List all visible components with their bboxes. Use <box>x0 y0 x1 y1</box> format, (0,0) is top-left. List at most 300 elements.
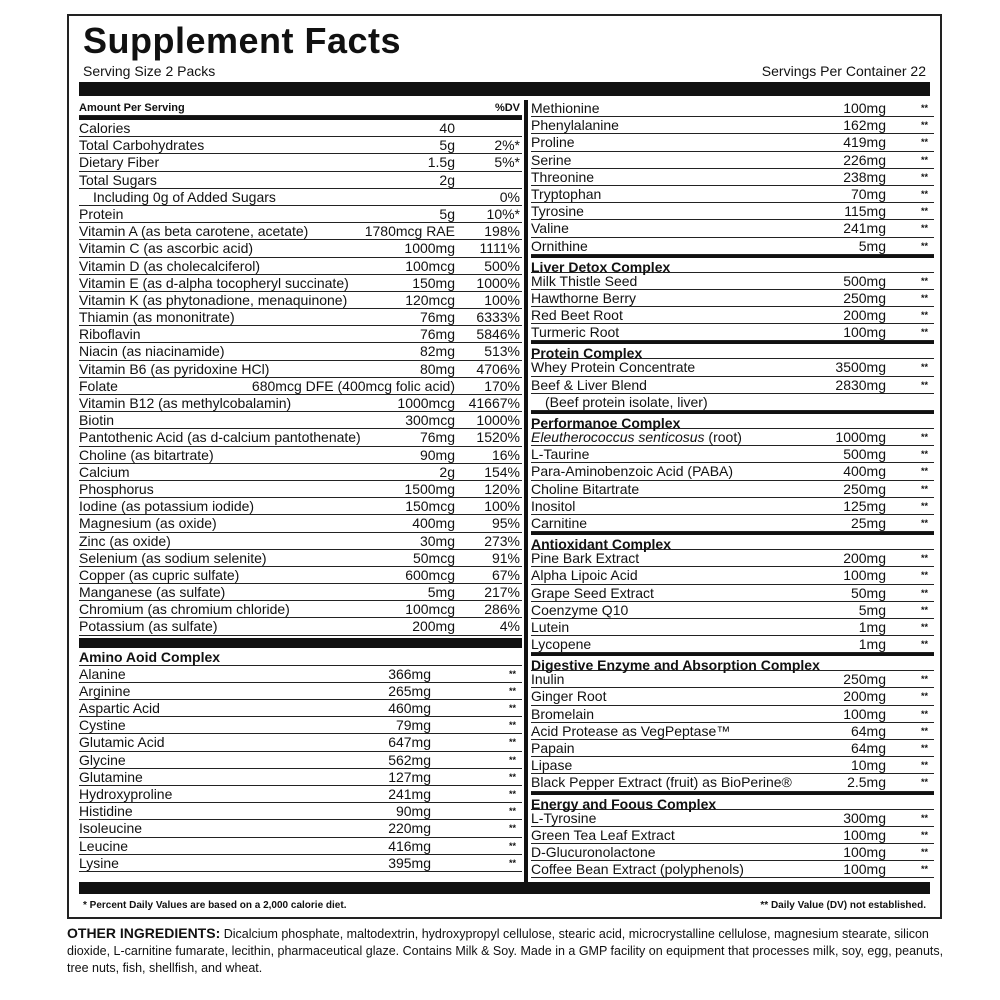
nutrient-name: Red Beet Root <box>531 307 623 324</box>
nutrient-dv: 154% <box>484 463 520 480</box>
nutrient-amount: 90mg <box>419 446 455 463</box>
nutrient-amount: 100mg <box>843 100 886 116</box>
nutrient-name: Coenzyme Q10 <box>531 601 629 618</box>
list-item <box>79 240 522 257</box>
list-item <box>531 220 934 237</box>
nutrient-dv: ** <box>920 171 928 182</box>
nutrient-dv: 41667% <box>468 395 520 411</box>
nutrient-dv: ** <box>920 777 928 788</box>
nutrient-amount: 250mg <box>843 480 886 497</box>
nutrient-amount: 200mg <box>843 307 886 324</box>
nutrient-dv: ** <box>920 310 928 321</box>
nutrient-name: Niacin (as niacinamide) <box>79 343 225 360</box>
nutrient-amount: 562mg <box>388 751 431 768</box>
nutrient-amount: 5g <box>439 205 455 222</box>
nutrient-name: Phosphorus <box>79 480 154 497</box>
list-item <box>531 169 934 186</box>
nutrient-name: Cystine <box>79 717 126 734</box>
list-item <box>531 152 934 169</box>
nutrient-dv: ** <box>920 103 928 113</box>
nutrient-dv: ** <box>920 691 928 702</box>
list-item <box>79 137 522 154</box>
list-item <box>531 706 934 723</box>
nutrient-dv: 198% <box>484 223 520 240</box>
nutrient-name: Calories <box>79 120 131 136</box>
nutrient-name: Inulin <box>531 671 565 688</box>
nutrient-dv: ** <box>920 483 928 494</box>
nutrient-dv: 170% <box>484 377 520 394</box>
nutrient-amount: 90mg <box>395 803 431 820</box>
nutrient-amount: 5mg <box>427 584 455 601</box>
amino-section-title: Amino Aoid Complex <box>79 648 522 666</box>
nutrient-amount: 241mg <box>843 220 886 237</box>
list-item <box>79 189 522 206</box>
nutrient-dv: ** <box>920 604 928 615</box>
nutrient-amount: 460mg <box>388 700 431 716</box>
nutrient-dv: 1111% <box>479 240 520 257</box>
nutrient-name <box>531 429 742 446</box>
nutrient-name: Zinc (as oxide) <box>79 532 171 549</box>
nutrient-dv: ** <box>920 553 928 564</box>
nutrient-name: Vitamin E (as d-alpha tocopheryl succinate) <box>79 274 349 291</box>
nutrient-amount: 200mg <box>843 688 886 705</box>
nutrient-dv: ** <box>920 725 928 736</box>
nutrient-amount: 76mg <box>419 326 455 343</box>
liver-detox-title: Liver Detox Complex <box>531 255 934 273</box>
nutrient-dv: ** <box>920 846 928 857</box>
list-item <box>79 309 522 326</box>
nutrient-dv: 1520% <box>476 429 520 446</box>
nutrient-amount: 100mcg <box>405 257 455 274</box>
nutrient-name: Dietary Fiber <box>79 154 160 171</box>
left-column <box>79 100 522 872</box>
nutrient-name: Glutamic Acid <box>79 734 165 751</box>
nutrient-amount: 395mg <box>388 854 431 871</box>
list-item <box>79 567 522 584</box>
latin-name: Eleutherococcus senticosus <box>531 429 705 445</box>
nutrient-dv: 217% <box>484 584 520 601</box>
nutrient-name: Serine <box>531 151 572 168</box>
nutrient-amount: 100mg <box>843 705 886 722</box>
nutrient-dv: 95% <box>491 515 520 532</box>
list-item <box>531 567 934 584</box>
list-item <box>531 324 934 341</box>
nutrient-name: Total Sugars <box>79 171 157 188</box>
nutrient-amount: 2830mg <box>835 376 886 393</box>
nutrient-name: Manganese (as sulfate) <box>79 584 226 601</box>
nutrient-name: Aspartic Acid <box>79 700 160 716</box>
list-item <box>79 803 522 820</box>
nutrient-amount: 50mg <box>850 584 886 601</box>
performance-complex-title: Performanoe Complex <box>531 411 934 429</box>
nutrient-amount: 1000mg <box>404 240 455 257</box>
nutrient-name: Arginine <box>79 682 131 699</box>
nutrient-amount: 250mg <box>843 671 886 688</box>
amount-per-serving-header <box>79 100 522 116</box>
list-item <box>531 844 934 861</box>
list-item <box>79 601 522 618</box>
nutrient-name: Carnitine <box>531 514 588 531</box>
nutrient-amount: 162mg <box>843 117 886 134</box>
nutrient-amount: 70mg <box>850 185 886 202</box>
nutrient-name: Leucine <box>79 837 129 854</box>
nutrient-name: Vitamin C (as ascorbic acid) <box>79 240 254 257</box>
list-item <box>79 700 522 717</box>
nutrient-dv: ** <box>920 517 928 528</box>
nutrient-name: Thiamin (as mononitrate) <box>79 309 235 326</box>
nutrient-amount: 80mg <box>419 360 455 377</box>
list-item <box>531 238 934 255</box>
nutrient-name: Magnesium (as oxide) <box>79 515 217 532</box>
nutrient-amount: 500mg <box>843 272 886 289</box>
list-item <box>79 292 522 309</box>
nutrient-amount: 366mg <box>388 665 431 682</box>
nutrient-name: Vitamin K (as phytonadione, menaquinone) <box>79 291 348 308</box>
nutrient-name: Histidine <box>79 803 133 820</box>
list-item <box>79 481 522 498</box>
nutrient-dv: ** <box>920 760 928 771</box>
nutrient-list <box>79 120 522 636</box>
nutrient-name: Protein <box>79 205 124 222</box>
nutrient-name: Chromium (as chromium chloride) <box>79 601 290 618</box>
nutrient-dv: ** <box>508 840 516 851</box>
nutrient-dv: ** <box>920 449 928 460</box>
nutrient-dv: 6333% <box>476 309 520 326</box>
list-item <box>79 533 522 550</box>
nutrient-name: Tryptophan <box>531 185 602 202</box>
list-item <box>79 734 522 751</box>
nutrient-name: Vitamin B6 (as pyridoxine HCl) <box>79 360 270 377</box>
list-item <box>531 429 934 446</box>
nutrient-dv: ** <box>920 743 928 753</box>
nutrient-amount: 600mcg <box>405 566 455 583</box>
nutrient-name: Methionine <box>531 100 600 116</box>
list-item <box>531 290 934 307</box>
nutrient-amount: 220mg <box>388 820 431 837</box>
nutrient-dv: ** <box>508 788 516 799</box>
nutrient-dv: 91% <box>491 549 520 566</box>
latin-name-part: (root) <box>704 429 742 445</box>
list-item <box>79 786 522 803</box>
list-item <box>531 585 934 602</box>
nutrient-name: Calcium <box>79 463 130 480</box>
list-item <box>531 100 934 117</box>
nutrient-amount: 3500mg <box>835 359 886 376</box>
nutrient-name: Inositol <box>531 497 576 514</box>
amino-divider <box>79 638 522 648</box>
nutrient-amount: 1000mg <box>835 429 886 445</box>
nutrient-amount: 241mg <box>388 785 431 802</box>
list-item <box>79 206 522 223</box>
list-item <box>79 343 522 360</box>
nutrient-amount: 100mg <box>843 826 886 843</box>
nutrient-name: Whey Protein Concentrate <box>531 359 696 376</box>
footnote-percent-dv: * Percent Daily Values are based on a 2,000 calorie diet. <box>83 900 347 911</box>
list-item <box>79 666 522 683</box>
nutrient-amount: 150mcg <box>405 498 455 515</box>
servings-per-container: Servings Per Container 22 <box>761 63 926 79</box>
list-item <box>531 359 934 376</box>
nutrient-name: Valine <box>531 220 569 237</box>
nutrient-amount: 5mg <box>858 237 886 254</box>
nutrient-dv: ** <box>508 754 516 765</box>
nutrient-name: Alpha Lipoic Acid <box>531 567 638 584</box>
nutrient-name: Vitamin B12 (as methylcobalamin) <box>79 395 292 411</box>
nutrient-amount: 226mg <box>843 151 886 168</box>
nutrient-name: L-Tyrosine <box>531 809 597 826</box>
dv-header-label: %DV <box>494 102 520 114</box>
nutrient-name: Lycopene <box>531 636 592 653</box>
amino-continued-list <box>531 100 934 255</box>
nutrient-dv: 10%* <box>486 205 520 222</box>
nutrient-amount: 100mg <box>843 324 886 341</box>
nutrient-amount: 647mg <box>388 734 431 751</box>
list-item <box>79 120 522 137</box>
nutrient-dv: ** <box>508 806 516 817</box>
list-item <box>79 838 522 855</box>
nutrient-amount: 238mg <box>843 168 886 185</box>
list-item <box>79 326 522 343</box>
list-item <box>79 464 522 481</box>
list-item <box>531 740 934 757</box>
nutrient-dv: ** <box>508 685 516 696</box>
nutrient-name: Vitamin A (as beta carotene, acetate) <box>79 223 309 240</box>
list-item <box>79 752 522 769</box>
nutrient-dv: ** <box>508 703 516 713</box>
nutrient-name: Iodine (as potassium iodide) <box>79 498 255 515</box>
nutrient-name: Lysine <box>79 854 119 871</box>
nutrient-dv: 100% <box>484 498 520 515</box>
nutrient-name: Lutein <box>531 618 570 635</box>
nutrient-dv: 1000% <box>476 274 520 291</box>
nutrient-dv: ** <box>920 292 928 303</box>
amount-header-label: Amount Per Serving <box>79 102 185 114</box>
list-item <box>79 683 522 700</box>
nutrient-amount: 30mg <box>419 532 455 549</box>
nutrient-amount: 64mg <box>850 740 886 756</box>
list-item <box>79 412 522 429</box>
nutrient-amount: 125mg <box>843 497 886 514</box>
nutrient-amount: 64mg <box>850 722 886 739</box>
list-item <box>79 515 522 532</box>
serving-size: Serving Size 2 Packs <box>83 63 216 79</box>
nutrient-amount: 680mcg DFE (400mcg folic acid) <box>251 377 455 394</box>
nutrient-dv: ** <box>920 137 928 148</box>
nutrient-dv: ** <box>920 570 928 581</box>
bottom-thick-divider <box>79 882 930 894</box>
list-item <box>531 723 934 740</box>
list-item <box>79 172 522 189</box>
nutrient-name: D-Glucuronolactone <box>531 843 656 860</box>
nutrient-name: Proline <box>531 134 575 151</box>
nutrient-name: Para-Aminobenzoic Acid (PABA) <box>531 463 734 480</box>
nutrient-name: Biotin <box>79 412 115 429</box>
list-item <box>531 117 934 134</box>
nutrient-dv: ** <box>920 154 928 165</box>
nutrient-name: Grape Seed Extract <box>531 584 654 601</box>
nutrient-name: Isoleucine <box>79 820 143 837</box>
nutrient-dv: 513% <box>484 343 520 360</box>
nutrient-amount: 50mcg <box>412 549 455 566</box>
nutrient-amount: 400mg <box>843 463 886 480</box>
list-item <box>531 602 934 619</box>
nutrient-name: Glutamine <box>79 768 143 785</box>
nutrient-name: Bromelain <box>531 705 595 722</box>
nutrient-name: Selenium (as sodium selenite) <box>79 549 267 566</box>
nutrient-amount: 400mg <box>412 515 455 532</box>
nutrient-name: Riboflavin <box>79 326 141 343</box>
nutrient-dv: ** <box>508 668 516 679</box>
nutrient-dv: 4% <box>499 618 520 635</box>
nutrient-dv: ** <box>920 275 928 286</box>
nutrient-name: Acid Protease as VegPeptase™ <box>531 722 731 739</box>
nutrient-amount: 79mg <box>395 717 431 734</box>
nutrient-dv: ** <box>920 639 928 650</box>
list-item <box>531 446 934 463</box>
list-item <box>531 463 934 480</box>
nutrient-name: Vitamin D (as cholecalciferol) <box>79 257 261 274</box>
nutrient-dv: 273% <box>484 532 520 549</box>
list-item <box>79 361 522 378</box>
nutrient-name: Pantothenic Acid (as d-calcium pantothenate) <box>79 429 361 446</box>
column-divider <box>524 100 528 894</box>
nutrient-name: Ginger Root <box>531 688 607 705</box>
nutrient-dv: ** <box>508 720 516 731</box>
list-item <box>79 395 522 412</box>
nutrient-amount: 100mcg <box>405 601 455 618</box>
nutrient-amount: 115mg <box>844 203 886 220</box>
list-item <box>531 810 934 827</box>
digestive-complex-title: Digestive Enzyme and Absorption Complex <box>531 653 934 671</box>
nutrient-name: Potassium (as sulfate) <box>79 618 218 635</box>
nutrient-name: Hawthorne Berry <box>531 289 637 306</box>
nutrient-amount: 100mg <box>843 567 886 584</box>
nutrient-dv: ** <box>920 223 928 234</box>
nutrient-amount: 127mg <box>388 768 431 785</box>
list-item <box>79 584 522 601</box>
protein-complex-title: Protein Complex <box>531 341 934 359</box>
nutrient-dv: 286% <box>484 601 520 618</box>
nutrient-dv: ** <box>920 362 928 373</box>
list-item <box>531 774 934 791</box>
nutrient-amount: 416mg <box>388 837 431 854</box>
nutrient-dv: 5846% <box>476 326 520 343</box>
nutrient-dv: ** <box>920 621 928 632</box>
nutrient-amount: 2.5mg <box>847 774 886 791</box>
nutrient-name: Phenylalanine <box>531 117 619 134</box>
nutrient-amount: 300mcg <box>405 412 455 429</box>
nutrient-name: Choline (as bitartrate) <box>79 446 214 463</box>
list-item <box>531 134 934 151</box>
nutrient-name: Ornithine <box>531 237 588 254</box>
nutrient-dv: 2%* <box>494 137 520 154</box>
list-item <box>531 515 934 532</box>
nutrient-amount: 300mg <box>843 809 886 826</box>
nutrient-dv: ** <box>920 812 928 823</box>
other-ingredients-label: OTHER INGREDIENTS: <box>67 925 221 941</box>
nutrient-name: Coffee Bean Extract (polyphenols) <box>531 861 744 878</box>
nutrient-dv: ** <box>920 120 928 131</box>
nutrient-name: Threonine <box>531 168 595 185</box>
supplement-facts-panel <box>67 14 942 919</box>
nutrient-amount: 265mg <box>388 682 431 699</box>
nutrient-name: Folate <box>79 377 118 394</box>
nutrient-name: Glycine <box>79 751 126 768</box>
nutrient-dv: ** <box>920 432 928 442</box>
nutrient-name: Papain <box>531 740 575 756</box>
list-item <box>531 550 934 567</box>
list-item <box>531 377 934 394</box>
nutrient-amount: 120mcg <box>405 291 455 308</box>
nutrient-amount: 25mg <box>850 514 886 531</box>
list-item <box>531 688 934 705</box>
nutrient-name: Total Carbohydrates <box>79 137 205 154</box>
nutrient-amount: 150mg <box>412 274 455 291</box>
nutrient-dv: 5%* <box>494 154 520 171</box>
nutrient-dv: ** <box>508 737 516 748</box>
antioxidant-complex-title: Antioxidant Complex <box>531 532 934 550</box>
list-item <box>79 258 522 275</box>
nutrient-dv: ** <box>920 500 928 511</box>
nutrient-dv: ** <box>508 771 516 782</box>
nutrient-name: Lipase <box>531 757 573 774</box>
nutrient-dv: ** <box>920 829 928 840</box>
nutrient-dv: 4706% <box>476 360 520 377</box>
nutrient-amount: 419mg <box>843 134 886 151</box>
list-item <box>79 154 522 171</box>
list-item <box>531 861 934 878</box>
nutrient-amount: 250mg <box>843 289 886 306</box>
nutrient-name: Alanine <box>79 665 126 682</box>
nutrient-dv: ** <box>920 864 928 875</box>
energy-complex-title: Energy and Foous Complex <box>531 792 934 810</box>
nutrient-name: L-Taurine <box>531 446 590 463</box>
nutrient-name: Tyrosine <box>531 203 584 220</box>
nutrient-name: Turmeric Root <box>531 324 620 341</box>
nutrient-amount: 200mg <box>412 618 455 635</box>
nutrient-amount: 100mg <box>843 861 886 878</box>
list-item <box>531 307 934 324</box>
nutrient-name: Copper (as cupric sulfate) <box>79 566 240 583</box>
right-column <box>531 100 934 878</box>
nutrient-name: Pine Bark Extract <box>531 550 640 567</box>
amino-list <box>79 666 522 872</box>
list-item <box>531 671 934 688</box>
list-item <box>79 275 522 292</box>
list-item <box>79 769 522 786</box>
nutrient-dv: ** <box>508 823 516 834</box>
nutrient-dv: ** <box>920 587 928 598</box>
other-ingredients <box>67 925 947 977</box>
nutrient-dv: 120% <box>484 480 520 497</box>
nutrient-amount: 200mg <box>843 550 886 567</box>
nutrient-amount: 40 <box>439 120 455 136</box>
nutrient-dv: ** <box>920 674 928 685</box>
nutrient-amount: 76mg <box>419 309 455 326</box>
nutrient-name: Beef & Liver Blend <box>531 376 647 393</box>
nutrient-amount: 10mg <box>850 757 886 774</box>
list-item <box>79 820 522 837</box>
nutrient-dv: ** <box>920 206 928 217</box>
nutrient-amount: 1000mcg <box>397 395 455 411</box>
nutrient-name: Including 0g of Added Sugars <box>93 188 276 205</box>
nutrient-dv: ** <box>920 466 928 477</box>
list-item <box>79 618 522 635</box>
nutrient-dv: ** <box>920 240 928 251</box>
list-item <box>531 619 934 636</box>
list-item <box>531 273 934 290</box>
top-thick-divider <box>79 82 930 96</box>
